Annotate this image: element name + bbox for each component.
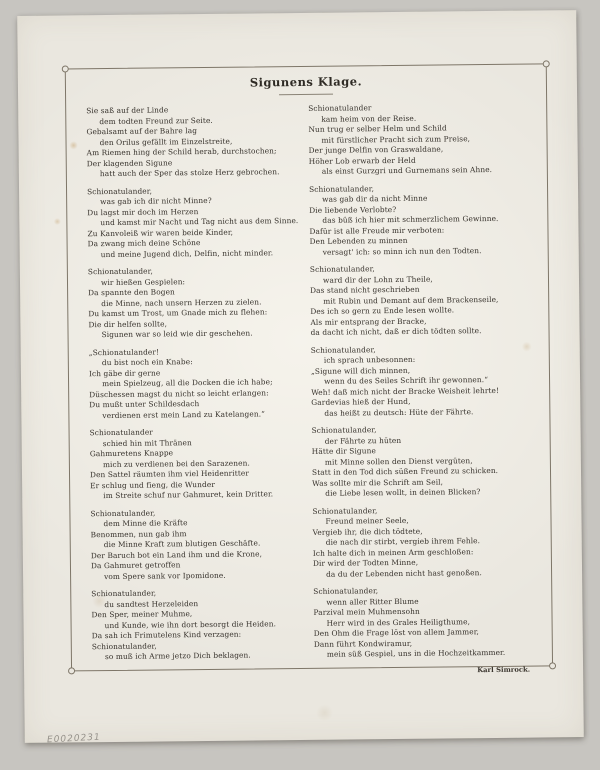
verse-line: Parzival mein Muhmensohn — [313, 606, 420, 617]
title-rule — [279, 94, 333, 96]
stanza — [312, 423, 545, 499]
verse-line: das büß ich hier mit schmerzlichem Gewinne. — [322, 213, 499, 225]
verse-line: Der junge Delfin von Graswaldane, — [308, 144, 444, 155]
verse-line: mit Minne sollen den Dienst vergüten, — [324, 455, 473, 467]
verse-line: kam heim von der Reise. — [321, 113, 417, 124]
verse-line: Am Riemen hing der Schild herab, durchstochen; — [86, 146, 277, 158]
verse-line: Vergieb ihr, die dich tödtete, — [312, 526, 423, 537]
frame-corner-ornament — [549, 662, 556, 669]
verse-line: als einst Gurzgri und Gurnemans sein Ahne. — [321, 164, 493, 176]
stanza — [310, 262, 543, 338]
verse-line: Die dir helfen sollte, — [88, 318, 168, 329]
verse-line: das heißt zu deutsch: Hüte der Fährte. — [324, 406, 474, 418]
verse-line: ward dir der Lohn zu Theile, — [322, 274, 433, 285]
verse-line: Da spannte den Bogen — [88, 287, 175, 298]
verse-line: dem Minne die Kräfte — [103, 518, 188, 529]
verse-line: so muß ich Arme jetzo Dich beklagen. — [104, 650, 251, 662]
verse-line: Schionatulander — [89, 427, 153, 438]
verse-line: Den Sper, meiner Muhme, — [91, 609, 193, 620]
stanza — [86, 104, 309, 180]
verse-line: Schionatulander, — [310, 344, 376, 355]
verse-line: die Liebe lesen wollt, in deinen Blicken? — [325, 487, 481, 498]
verse-line: Statt in den Tod dich süßen Freund zu schicken. — [311, 465, 499, 477]
verse-line: Als mir entsprang der Bracke, — [310, 316, 427, 327]
verse-line: hatt auch der Sper das stolze Herz gebrochen. — [99, 167, 280, 179]
verse-line: Sie saß auf der Linde — [86, 105, 169, 116]
frame-corner-ornament — [68, 667, 75, 674]
poem-column-right — [308, 101, 546, 675]
frame-corner-ornament — [62, 65, 69, 72]
verse-line: Du lagst mir doch im Herzen — [87, 206, 199, 217]
verse-line: ich sprach unbesonnen: — [323, 354, 416, 365]
author-signature: Karl Simrock. — [477, 665, 531, 674]
verse-line: den Orilus gefällt im Einzelstreite, — [99, 136, 233, 147]
verse-line: Dann führt Kondwiramur, — [313, 638, 413, 649]
verse-line: Schionatulander, — [87, 266, 153, 277]
verse-line: versagt' ich: so minn ich nun den Todten. — [322, 245, 482, 257]
verse-line: Dafür ist alle Freude mir verboten: — [309, 224, 445, 236]
stanza — [313, 584, 546, 660]
verse-line: Weh! daß mich nicht der Bracke Weisheit lehrte! — [311, 385, 500, 397]
verse-line: Die liebende Verlobte? — [309, 204, 397, 215]
stanza — [309, 182, 542, 258]
verse-line: wir hießen Gespielen: — [100, 276, 186, 287]
stanza — [91, 587, 314, 663]
page-frame — [65, 63, 553, 674]
verse-line: Schionatulander, — [91, 641, 157, 651]
verse-line: Herr wird in des Grales Heiligthume, — [326, 616, 471, 628]
verse-line: Zu Kanvoleiß wir waren beide Kinder, — [87, 227, 234, 238]
verse-line: die Minne Kraft zum blutigen Geschäfte. — [103, 538, 261, 550]
verse-line: Düschessen magst du nicht so leicht erlangen: — [89, 387, 269, 399]
stanza — [87, 184, 310, 260]
verse-line: Höher Lob erwarb der Held — [308, 155, 416, 166]
verse-line: da du der Lebenden nicht hast genoßen. — [326, 567, 482, 579]
verse-line: wenn du des Seiles Schrift ihr gewonnen.“ — [324, 375, 489, 386]
verse-line: und meine Jugend dich, Delfin, nicht minder. — [100, 247, 274, 259]
verse-line: Hätte dir Sigune — [311, 446, 376, 456]
verse-line: mein Spielzeug, all die Docken die ich habe; — [102, 377, 273, 389]
verse-line: Den Sattel räumten ihm viel Heidenritter — [89, 468, 250, 480]
stanza — [311, 343, 544, 419]
verse-line: du bist noch ein Knabe: — [101, 357, 193, 368]
stanza — [312, 504, 545, 580]
verse-line: Schionatulander, — [309, 264, 375, 274]
verse-line: Du kamst um Trost, um Gnade mich zu flehen: — [88, 307, 268, 319]
verse-line: Schionatulander, — [312, 505, 378, 516]
paper-sheet — [17, 10, 584, 743]
verse-line: da dacht ich nicht, daß er dich tödten sollte. — [310, 326, 482, 337]
verse-line: wenn aller Ritter Blume — [326, 596, 419, 607]
verse-line: Schionatulander, — [311, 425, 377, 435]
verse-line: Was sollte mir die Schrift am Seil, — [312, 477, 444, 488]
verse-line: Da sah ich Frimutelens Kind verzagen: — [91, 629, 242, 641]
verse-line: Sigunen war so leid wie dir geschehen. — [101, 328, 253, 340]
verse-line: Da zwang mich deine Schöne — [87, 238, 201, 249]
verse-line: Den Lebenden zu minnen — [309, 235, 408, 246]
verse-line: mein süß Gespiel, uns in die Hochzeitkammer. — [326, 647, 506, 659]
verse-line: Des ich so gern zu Ende lesen wollte. — [310, 305, 455, 316]
poem-column-right-text — [308, 101, 546, 660]
verse-line: Schionatulander — [308, 103, 372, 113]
verse-line: Schionatulander, — [308, 183, 375, 194]
stanza — [308, 101, 541, 177]
verse-line: im Streite schuf nur Gahmuret, kein Dritter. — [103, 489, 274, 501]
verse-line: dem todten Freund zur Seite. — [99, 115, 213, 126]
verse-line: mit Rubin und Demant auf dem Brackenseile, — [323, 294, 499, 306]
verse-line: Ich gäbe dir gerne — [88, 367, 161, 378]
verse-line: Ich halte dich in meinen Arm geschloßen: — [312, 546, 474, 558]
verse-line: „Schionatulander! — [88, 346, 160, 357]
verse-line: Gahmuretens Knappe — [89, 448, 174, 459]
stanza — [90, 426, 313, 502]
verse-line: Er schlug und fieng, die Wunder — [90, 479, 215, 490]
verse-line: und Kunde, wie ihn dort besorgt die Heiden. — [104, 618, 277, 630]
verse-line: du sandtest Herzeleiden — [104, 598, 199, 609]
poem-column-left — [86, 104, 314, 670]
verse-line: die Minne, nach unsern Herzen zu zielen. — [101, 296, 262, 308]
poem-columns — [86, 101, 546, 677]
verse-line: Schionatulander, — [313, 586, 379, 596]
verse-line: die nach dir stirbt, vergieb ihrem Fehle. — [325, 536, 481, 547]
verse-line: schied hin mit Thränen — [102, 437, 192, 448]
verse-line: Schionatulander, — [91, 588, 157, 599]
verse-line: mich zu verdienen bei den Sarazenen. — [102, 458, 250, 469]
handwritten-catalog-mark: E0020231 — [46, 732, 102, 746]
verse-line: Dir wird der Todten Minne, — [312, 557, 419, 568]
verse-line: Du mußt unter Schildesdach — [89, 399, 200, 410]
verse-line: was gab ich dir nicht Minne? — [100, 195, 212, 207]
stanza — [90, 506, 313, 582]
verse-line: Benommen, nun gab ihm — [90, 528, 187, 539]
verse-line: mit fürstlicher Pracht sich zum Preise, — [321, 133, 471, 145]
verse-line: Der Baruch bot ein Land ihm und die Krone, — [90, 548, 263, 560]
page-title: Sigunens Klage. — [249, 74, 363, 90]
stanza — [89, 345, 312, 421]
verse-line: was gab dir da nicht Minne — [322, 193, 428, 204]
verse-line: Gardevias hieß der Hund, — [311, 396, 411, 407]
verse-line: Freund meiner Seele, — [325, 515, 409, 526]
verse-line: „Sigune will dich minnen, — [310, 365, 411, 376]
verse-line: Nun trug er selber Helm und Schild — [308, 123, 447, 134]
verse-line: Den Ohm die Frage löst von allem Jammer, — [313, 627, 480, 638]
verse-line: der Fährte zu hüten — [324, 435, 402, 446]
verse-line: Der klagenden Sigune — [86, 157, 173, 168]
verse-line: Schionatulander, — [90, 508, 156, 518]
verse-line: Schionatulander, — [87, 186, 153, 196]
verse-line: Gebalsamt auf der Bahre lag — [86, 126, 198, 137]
verse-line: Das stand nicht geschrieben — [310, 284, 420, 295]
verse-line: und kamst mir Nacht und Tag nicht aus dem Sinne. — [100, 216, 299, 228]
verse-line: verdienen erst mein Land zu Katelangen.“ — [102, 408, 266, 420]
verse-line: vom Spere sank vor Ipomidone. — [104, 570, 226, 581]
frame-corner-ornament — [543, 60, 550, 67]
verse-line: Da Gahmuret getroffen — [90, 560, 181, 571]
stanza — [88, 265, 311, 341]
